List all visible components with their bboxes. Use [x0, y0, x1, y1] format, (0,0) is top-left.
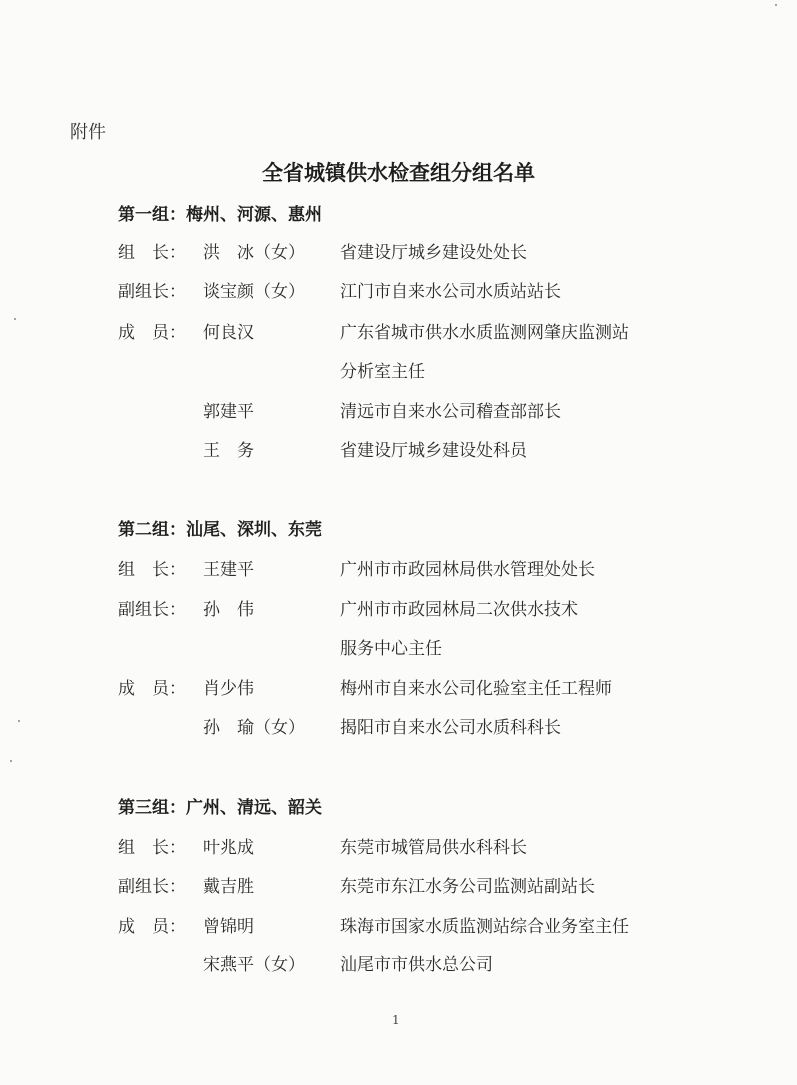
- group-2-deputy-duty-line-1: 广州市市政园林局二次供水技术: [340, 600, 578, 620]
- gender-note: （女）: [254, 282, 305, 302]
- group-1-leader-duty: 省建设厅城乡建设处处长: [340, 243, 527, 263]
- group-2-leader-role: 组 长：: [118, 560, 186, 580]
- name-text: 洪 冰: [203, 243, 254, 263]
- group-3-member-2-name: [203, 950, 305, 975]
- group-2-member-1-duty: 梅州市自来水公司化验室主任工程师: [340, 679, 612, 699]
- group-1-member-1-name: 何良汉: [203, 323, 254, 343]
- group-1-member-2-name: 郭建平: [203, 402, 254, 422]
- group-1-member-1-duty-line-2: 分析室主任: [340, 362, 425, 382]
- group-3-deputy-duty: 东莞市东江水务公司监测站副站长: [340, 877, 595, 897]
- name-text: 谈宝颜: [203, 282, 254, 302]
- group-2-leader-duty: 广州市市政园林局供水管理处处长: [340, 560, 595, 580]
- group-2-member-2-duty: 揭阳市自来水公司水质科科长: [340, 718, 561, 738]
- scan-speck: [10, 760, 12, 762]
- group-2-leader-name: 王建平: [203, 560, 254, 580]
- group-2-member-2-name: [203, 713, 305, 738]
- group-3-leader-name: 叶兆成: [203, 838, 254, 858]
- group-2-deputy-duty-line-2: 服务中心主任: [340, 639, 442, 659]
- group-1-deputy-duty: 江门市自来水公司水质站站长: [340, 282, 561, 302]
- group-1-members-role: 成 员：: [118, 323, 186, 343]
- group-1-leader-role: 组 长：: [118, 243, 186, 263]
- group-2-heading: 第二组：汕尾、深圳、东莞: [118, 520, 322, 540]
- group-3-member-2-duty: 汕尾市市供水总公司: [340, 955, 493, 975]
- scan-speck: [14, 318, 16, 320]
- name-text: 孙 瑜: [203, 718, 254, 738]
- group-1-member-3-duty: 省建设厅城乡建设处科员: [340, 441, 527, 461]
- name-text: 宋燕平: [203, 955, 254, 975]
- group-2-deputy-name: 孙 伟: [203, 600, 254, 620]
- gender-note: （女）: [254, 955, 305, 975]
- group-2-members-role: 成 员：: [118, 679, 186, 699]
- group-1-heading: 第一组：梅州、河源、惠州: [118, 205, 322, 225]
- group-1-leader-name: [203, 238, 305, 263]
- group-1-deputy-role: 副组长：: [118, 282, 186, 302]
- group-3-heading: 第三组：广州、清远、韶关: [118, 798, 322, 818]
- group-3-member-1-name: 曾锦明: [203, 917, 254, 937]
- group-3-deputy-name: 戴吉胜: [203, 877, 254, 897]
- page-number: 1: [392, 1013, 400, 1027]
- scan-speck: [775, 4, 777, 6]
- attachment-label: 附件: [70, 122, 106, 143]
- group-3-deputy-role: 副组长：: [118, 877, 186, 897]
- document-title: 全省城镇供水检查组分组名单: [262, 161, 535, 185]
- gender-note: （女）: [254, 243, 305, 263]
- gender-note: （女）: [254, 718, 305, 738]
- group-3-member-1-duty: 珠海市国家水质监测站综合业务室主任: [340, 917, 629, 937]
- group-1-deputy-name: [203, 277, 305, 302]
- group-1-member-3-name: 王 务: [203, 441, 254, 461]
- group-1-member-2-duty: 清远市自来水公司稽查部部长: [340, 402, 561, 422]
- group-3-leader-role: 组 长：: [118, 838, 186, 858]
- group-2-member-1-name: 肖少伟: [203, 679, 254, 699]
- group-3-members-role: 成 员：: [118, 917, 186, 937]
- group-1-member-1-duty-line-1: 广东省城市供水水质监测网肇庆监测站: [340, 323, 629, 343]
- group-3-leader-duty: 东莞市城管局供水科科长: [340, 838, 527, 858]
- scan-speck: [18, 720, 20, 722]
- group-2-deputy-role: 副组长：: [118, 600, 186, 620]
